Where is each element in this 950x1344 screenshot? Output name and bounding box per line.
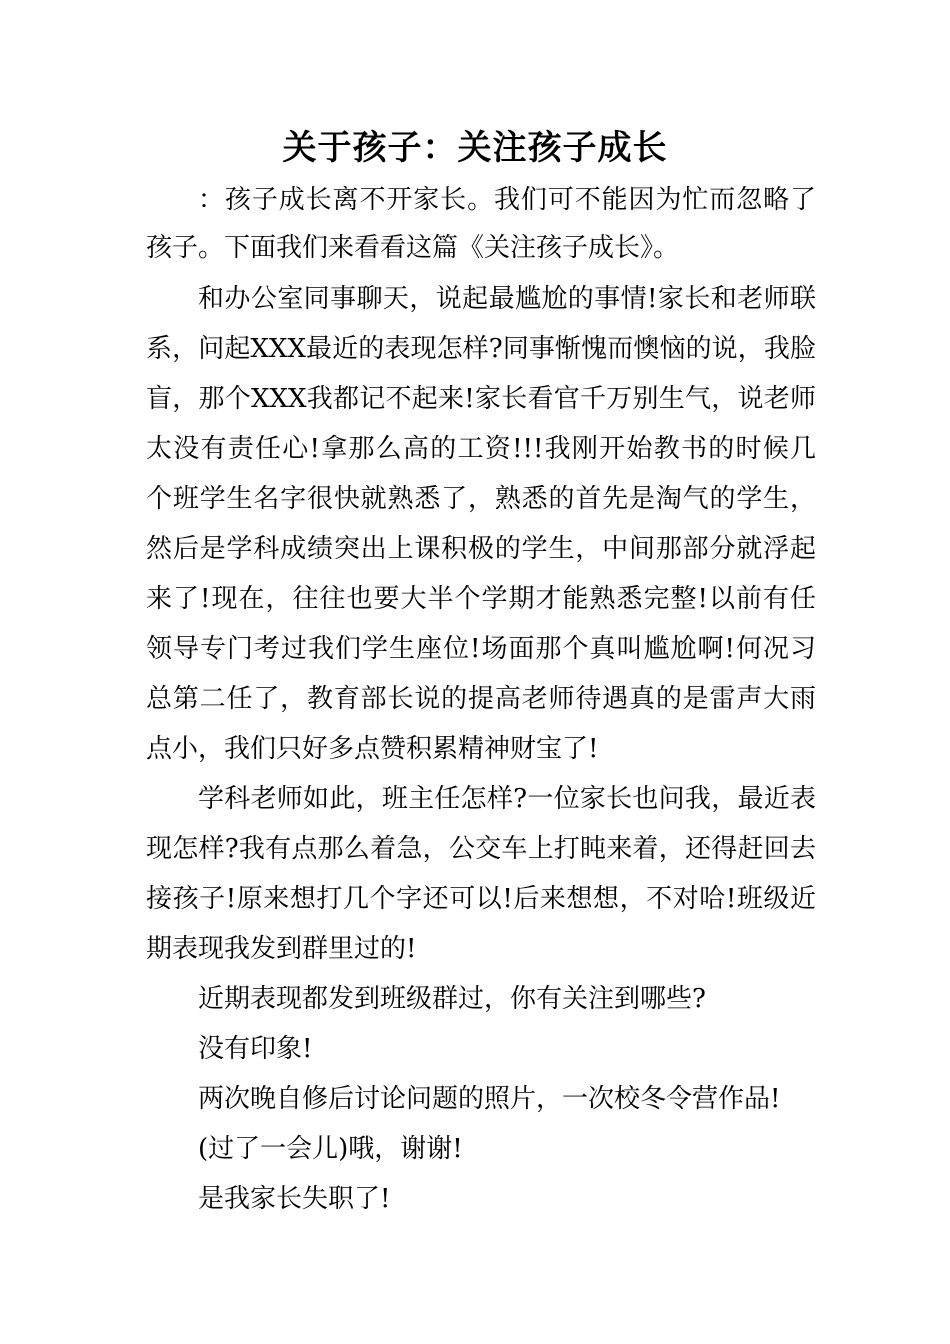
text-line: 和办公室同事聊天，说起最尴尬的事情!家长和老师联: [198, 284, 816, 314]
text-line: 然后是学科成绩突出上课积极的学生，中间那部分就浮起: [146, 534, 816, 564]
text-line: 近期表现都发到班级群过，你有关注到哪些?: [198, 984, 706, 1014]
text-line: 是我家长失职了!: [198, 1184, 391, 1214]
text-line: 学科老师如此，班主任怎样?一位家长也问我，最近表: [198, 784, 816, 814]
text-line: 盲，那个XXX我都记不起来!家长看官千万别生气，说老师: [146, 384, 816, 414]
text-line: ：孩子成长离不开家长。我们可不能因为忙而忽略了: [198, 185, 816, 215]
text-line: 领导专门考过我们学生座位!场面那个真叫尴尬啊!何况习: [146, 634, 816, 664]
text-line: 来了!现在，往往也要大半个学期才能熟悉完整!以前有任: [146, 584, 816, 614]
text-line: 个班学生名字很快就熟悉了，熟悉的首先是淘气的学生，: [146, 484, 816, 514]
text-line: 总第二任了，教育部长说的提高老师待遇真的是雷声大雨: [146, 684, 816, 714]
text-line: 两次晚自修后讨论问题的照片，一次校冬令营作品!: [198, 1084, 781, 1114]
text-line: 期表现我发到群里过的!: [146, 934, 417, 964]
document-title: 关于孩子：关注孩子成长: [282, 128, 668, 168]
text-line: 现怎样?我有点那么着急，公交车上打盹来着，还得赶回去: [146, 834, 816, 864]
text-line: 点小，我们只好多点赞积累精神财宝了!: [146, 734, 599, 764]
text-line: 没有印象!: [198, 1034, 313, 1064]
text-line: (过了一会儿)哦，谢谢!: [198, 1134, 463, 1164]
text-line: 孩子。下面我们来看看这篇《关注孩子成长》。: [146, 233, 680, 263]
text-line: 太没有责任心!拿那么高的工资!!!我刚开始教书的时候几: [146, 434, 816, 464]
text-line: 系，问起XXX最近的表现怎样?同事惭愧而懊恼的说，我脸: [146, 334, 816, 364]
text-line: 接孩子!原来想打几个字还可以!后来想想，不对哈!班级近: [146, 884, 816, 914]
